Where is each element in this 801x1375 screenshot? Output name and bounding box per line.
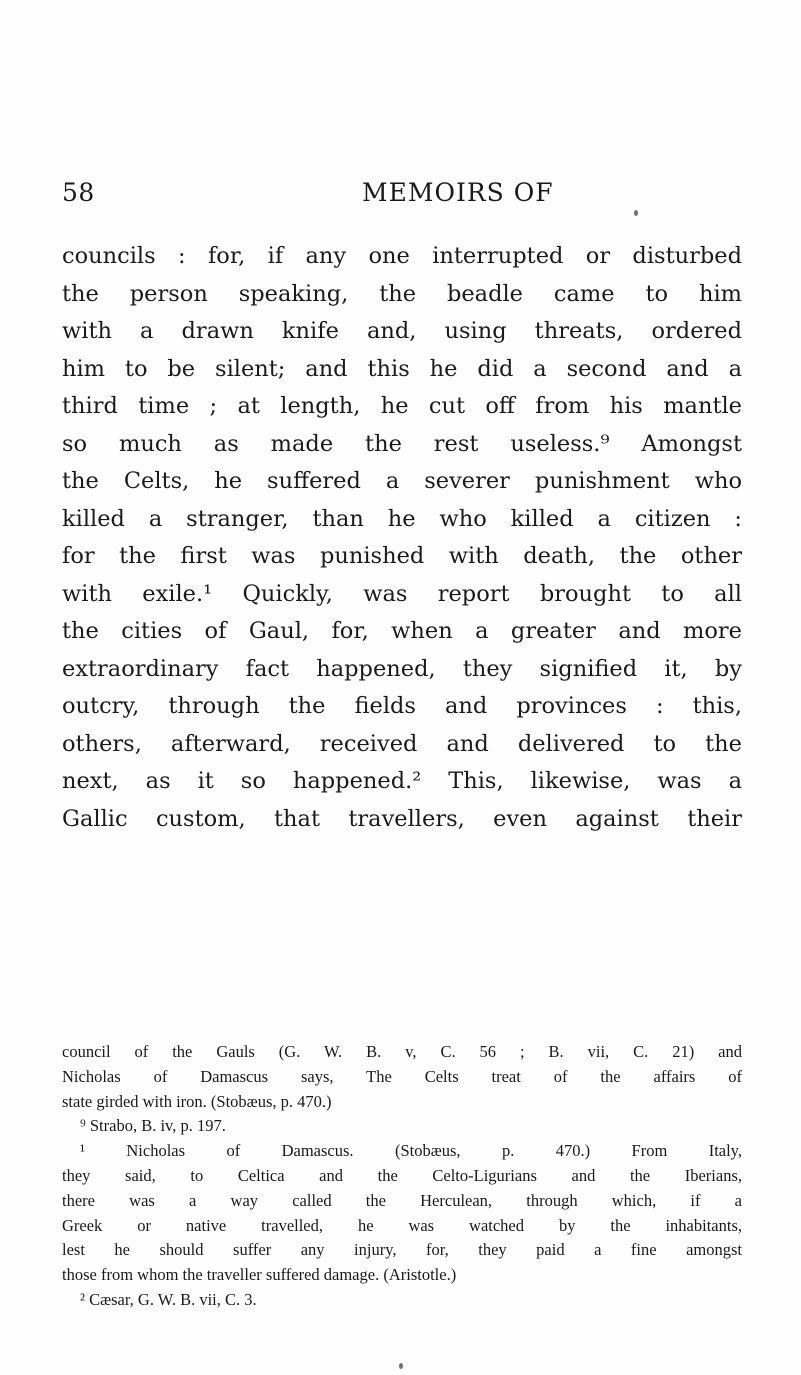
body-line: others, afterward, received and delivered to the [62,730,742,757]
paper-speck [399,1363,403,1369]
body-line: outcry, through the fields and provinces : this, [62,693,742,719]
footnote-line: council of the Gauls (G. W. B. v, C. 56 ; B. vii, C. 21) and [62,1042,742,1061]
footnote-line: there was a way called the Herculean, through which, if a [62,1190,742,1210]
footnote-line: they said, to Celtica and the Celto-Ligurians and the Iberians, [62,1165,742,1185]
page-header [62,178,742,218]
body-line: killed a stranger, than he who killed a citizen : [62,505,742,532]
footnote-nicholas: ¹ Nicholas of Damascus. (Stobæus, p. 470.) From Italy, [80,1141,742,1161]
body-line: third time ; at length, he cut off from his mantle [62,393,742,419]
page-number: 58 [62,178,95,207]
body-line: the person speaking, the beadle came to him [62,280,742,307]
body-line: for the first was punished with death, the other [62,543,742,569]
footnote-line: Nicholas of Damascus says, The Celts treat of the affairs of [62,1066,742,1086]
footnote-strabo: ⁹ Strabo, B. iv, p. 197. [80,1116,226,1136]
paper-speck [634,210,638,216]
body-line: with a drawn knife and, using threats, ordered [62,318,742,344]
body-line: Gallic custom, that travellers, even against their [62,805,742,832]
body-line: next, as it so happened.² This, likewise, was a [62,768,742,794]
footnote-line: Greek or native travelled, he was watched by the inhabitants, [62,1215,742,1235]
footnote-line: state girded with iron. (Stobæus, p. 470.) [62,1091,332,1111]
body-line: him to be silent; and this he did a second and a [62,355,742,382]
body-line: the cities of Gaul, for, when a greater and more [62,618,742,644]
body-line: the Celts, he suffered a severer punishment who [62,468,742,494]
body-line: councils : for, if any one interrupted or disturbed [62,243,742,269]
body-line: with exile.¹ Quickly, was report brought to all [62,580,742,607]
footnote-line: lest he should suffer any injury, for, they paid a fine amongst [62,1240,742,1260]
body-line: extraordinary fact happened, they signified it, by [62,655,742,682]
body-line: so much as made the rest useless.⁹ Amongst [62,430,742,457]
footnote-caesar: ² Cæsar, G. W. B. vii, C. 3. [80,1289,257,1309]
footnote-line: those from whom the traveller suffered damage. (Aristotle.) [62,1265,457,1285]
body-text [62,238,742,838]
footnotes [62,1040,742,1313]
running-head: MEMOIRS OF [362,178,554,207]
